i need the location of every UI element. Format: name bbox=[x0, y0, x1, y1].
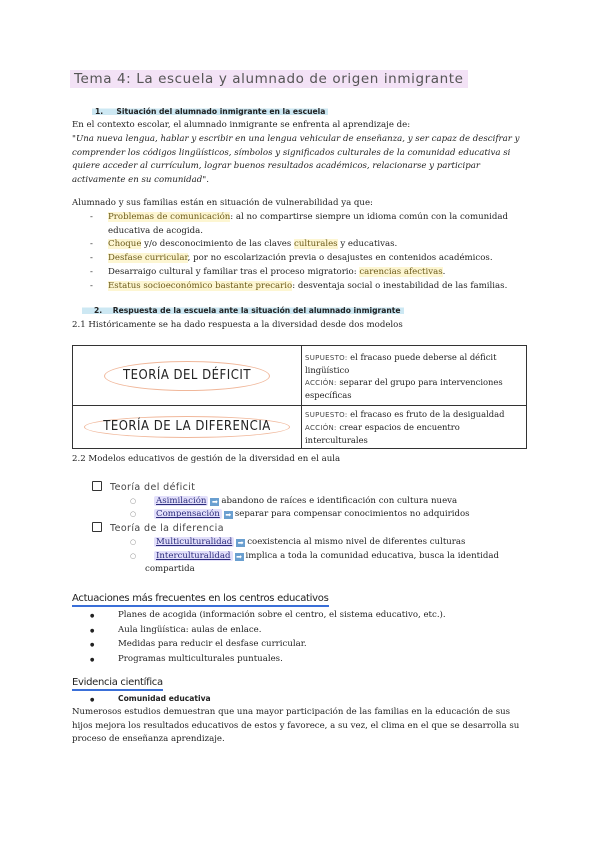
term-link[interactable]: Compensación bbox=[156, 509, 220, 520]
list-item bbox=[0, 238, 600, 252]
bullet: ● bbox=[90, 642, 95, 649]
section-1-intro: En el contexto escolar, el alumnado inmigrante se enfrenta al aprendizaje de: bbox=[72, 120, 411, 130]
arrow-right-icon: ➡ bbox=[225, 511, 232, 520]
term-link[interactable]: Multiculturalidad bbox=[156, 536, 233, 547]
subsection-2-1: 2.1 Históricamente se ha dado respuesta a la diversidad desde dos modelos bbox=[72, 320, 403, 330]
list-item bbox=[0, 609, 600, 624]
label: SUPUESTO: bbox=[305, 353, 348, 362]
section-heading-text: Respuesta de la escuela ante la situación del alumnado inmigrante bbox=[112, 306, 401, 315]
theory-description bbox=[302, 346, 527, 406]
paragraph-line: hijos mejora los resultados educativos de estos y favorece, a su vez, el clima en el que se desarrolla su bbox=[72, 720, 520, 731]
checklist-item bbox=[0, 522, 600, 536]
highlight: carencias afectivas bbox=[359, 266, 443, 277]
term-link[interactable]: Asimilación bbox=[156, 495, 207, 506]
item-text: y educativas. bbox=[337, 239, 398, 250]
highlight: Estatus socioeconómico bastante precario bbox=[108, 280, 293, 291]
quote-block bbox=[72, 133, 542, 188]
checklist-item bbox=[0, 481, 600, 495]
item-text: Medidas para reducir el desfase curricular. bbox=[118, 639, 307, 650]
quote-line: comprender los códigos lingüísticos, símbolos y significados culturales de la comunidad educativa si bbox=[72, 147, 511, 158]
subsection-2-2: 2.2 Modelos educativos de gestión de la diversidad en el aula bbox=[72, 454, 341, 464]
bullet: ● bbox=[90, 613, 95, 619]
paragraph-line: Numerosos estudios demuestran que una mayor participación de las familias en la educación de sus bbox=[72, 707, 511, 717]
bullet: ● bbox=[90, 657, 95, 664]
heading-text: Actuaciones más frecuentes en los centros educativos bbox=[72, 593, 329, 607]
actuaciones-heading bbox=[72, 592, 329, 607]
list-item bbox=[0, 211, 600, 225]
term-link[interactable]: Interculturalidad bbox=[156, 550, 231, 561]
section-number: 2. bbox=[94, 306, 103, 315]
item-text: y/o desconocimiento de las claves bbox=[141, 239, 295, 250]
list-item-cont: educativa de acogida. bbox=[108, 225, 204, 236]
item-text: coexistencia al mismo nivel de diferentes culturas bbox=[247, 536, 466, 547]
label: ACCIÓN: bbox=[305, 378, 337, 387]
evidencia-paragraph bbox=[72, 706, 519, 747]
section-heading-text: Situación del alumnado inmigrante en la escuela bbox=[116, 107, 326, 116]
list-item-cont: compartida bbox=[145, 564, 195, 575]
model-label: Teoría del déficit bbox=[110, 482, 196, 493]
checkbox[interactable] bbox=[92, 522, 102, 532]
dash-bullet: - bbox=[90, 212, 93, 222]
model-label: Teoría de la diferencia bbox=[110, 523, 224, 535]
theory-cell bbox=[73, 406, 302, 449]
quote-line: quiere acceder al currículum, lograr buenos resultados académicos, relacionarse y participar bbox=[72, 161, 480, 172]
item-text: , por no escolarización previa o desajustes en contenidos académicos. bbox=[187, 253, 493, 264]
heading-text: Evidencia científica bbox=[72, 677, 163, 691]
theory-name: TEORÍA DEL DÉFICIT bbox=[104, 361, 270, 391]
list-item bbox=[0, 495, 600, 509]
text: crear espacios de encuentro interculturales bbox=[305, 422, 460, 445]
vulnerability-intro: Alumnado y sus familias están en situación de vulnerabilidad ya que: bbox=[72, 198, 373, 208]
highlight: Choque bbox=[108, 239, 142, 250]
item-text: : al no compartirse siempre un idioma común con la comunidad bbox=[230, 212, 509, 222]
label: ACCIÓN: bbox=[305, 424, 337, 432]
list-item bbox=[0, 266, 600, 280]
item-text: separar para compensar conocimientos no adquiridos bbox=[234, 509, 470, 520]
circle-bullet: ○ bbox=[130, 510, 137, 519]
highlight: culturales bbox=[294, 239, 338, 250]
highlight: Desfase curricular bbox=[108, 253, 188, 264]
text: el fracaso es fruto de la desigualdad bbox=[347, 409, 505, 419]
bullet: ● bbox=[90, 627, 95, 634]
bullet-text: Comunidad educativa bbox=[118, 694, 211, 703]
list-item bbox=[0, 624, 600, 639]
section-1-heading bbox=[92, 105, 328, 119]
table-row bbox=[73, 406, 527, 449]
list-item bbox=[0, 536, 600, 550]
dash-bullet: - bbox=[90, 239, 93, 250]
list-item bbox=[0, 653, 600, 668]
highlight: Problemas de comunicación bbox=[108, 212, 231, 222]
item-text: abandono de raíces e identificación con cultura nueva bbox=[221, 495, 458, 506]
paragraph-line: proceso de enseñanza aprendizaje. bbox=[72, 734, 225, 745]
list-item bbox=[0, 280, 600, 294]
actuaciones-list bbox=[0, 609, 600, 668]
circle-bullet: ○ bbox=[130, 551, 137, 560]
models-list bbox=[0, 481, 600, 577]
section-number: 1. bbox=[95, 107, 104, 116]
arrow-right-icon: ➡ bbox=[236, 552, 242, 561]
table-row bbox=[73, 346, 527, 406]
text: el fracaso puede deberse al déficit lingüístico bbox=[305, 351, 497, 375]
item-text: Planes de acogida (información sobre el centro, el sistema educativo, etc.). bbox=[118, 610, 446, 620]
item-text: Programas multiculturales puntuales. bbox=[118, 654, 283, 665]
theory-name: TEORÍA DE LA DIFERENCIA bbox=[84, 416, 290, 438]
label: SUPUESTO: bbox=[305, 411, 348, 419]
section-2-heading bbox=[82, 304, 404, 318]
item-text: : desventaja social o inestabilidad de las familias. bbox=[292, 280, 508, 291]
theories-table bbox=[72, 345, 527, 449]
circle-bullet: ○ bbox=[130, 537, 137, 546]
theory-description bbox=[302, 406, 527, 449]
quote-line: activamente en su comunidad". bbox=[72, 175, 209, 186]
dash-bullet: - bbox=[90, 266, 93, 277]
arrow-right-icon: ➡ bbox=[237, 538, 244, 547]
evidencia-heading bbox=[72, 676, 163, 691]
theory-cell bbox=[73, 346, 302, 406]
list-item bbox=[0, 252, 600, 266]
page-title: Tema 4: La escuela y alumnado de origen inmigrante bbox=[70, 70, 468, 88]
text: separar del grupo para intervenciones específicas bbox=[305, 376, 503, 400]
item-text: Desarraigo cultural y familiar tras el proceso migratorio: bbox=[108, 266, 360, 277]
item-text: Aula lingüística: aulas de enlace. bbox=[118, 624, 262, 635]
circle-bullet: ○ bbox=[130, 496, 137, 505]
item-text: implica a toda la comunidad educativa, busca la identidad bbox=[245, 550, 499, 561]
dash-bullet: - bbox=[90, 253, 93, 264]
vulnerability-list bbox=[0, 211, 600, 293]
list-item bbox=[0, 638, 600, 653]
item-text: . bbox=[442, 266, 446, 277]
arrow-right-icon: ➡ bbox=[211, 497, 218, 506]
bullet: ● bbox=[90, 697, 95, 703]
checkbox[interactable] bbox=[92, 481, 102, 491]
list-item bbox=[0, 550, 600, 564]
quote-line: "Una nueva lengua, hablar y escribir en una lengua vehicular de enseñanza, y ser capaz de descifrar y bbox=[72, 134, 520, 144]
dash-bullet: - bbox=[90, 280, 93, 291]
list-item bbox=[0, 508, 600, 522]
